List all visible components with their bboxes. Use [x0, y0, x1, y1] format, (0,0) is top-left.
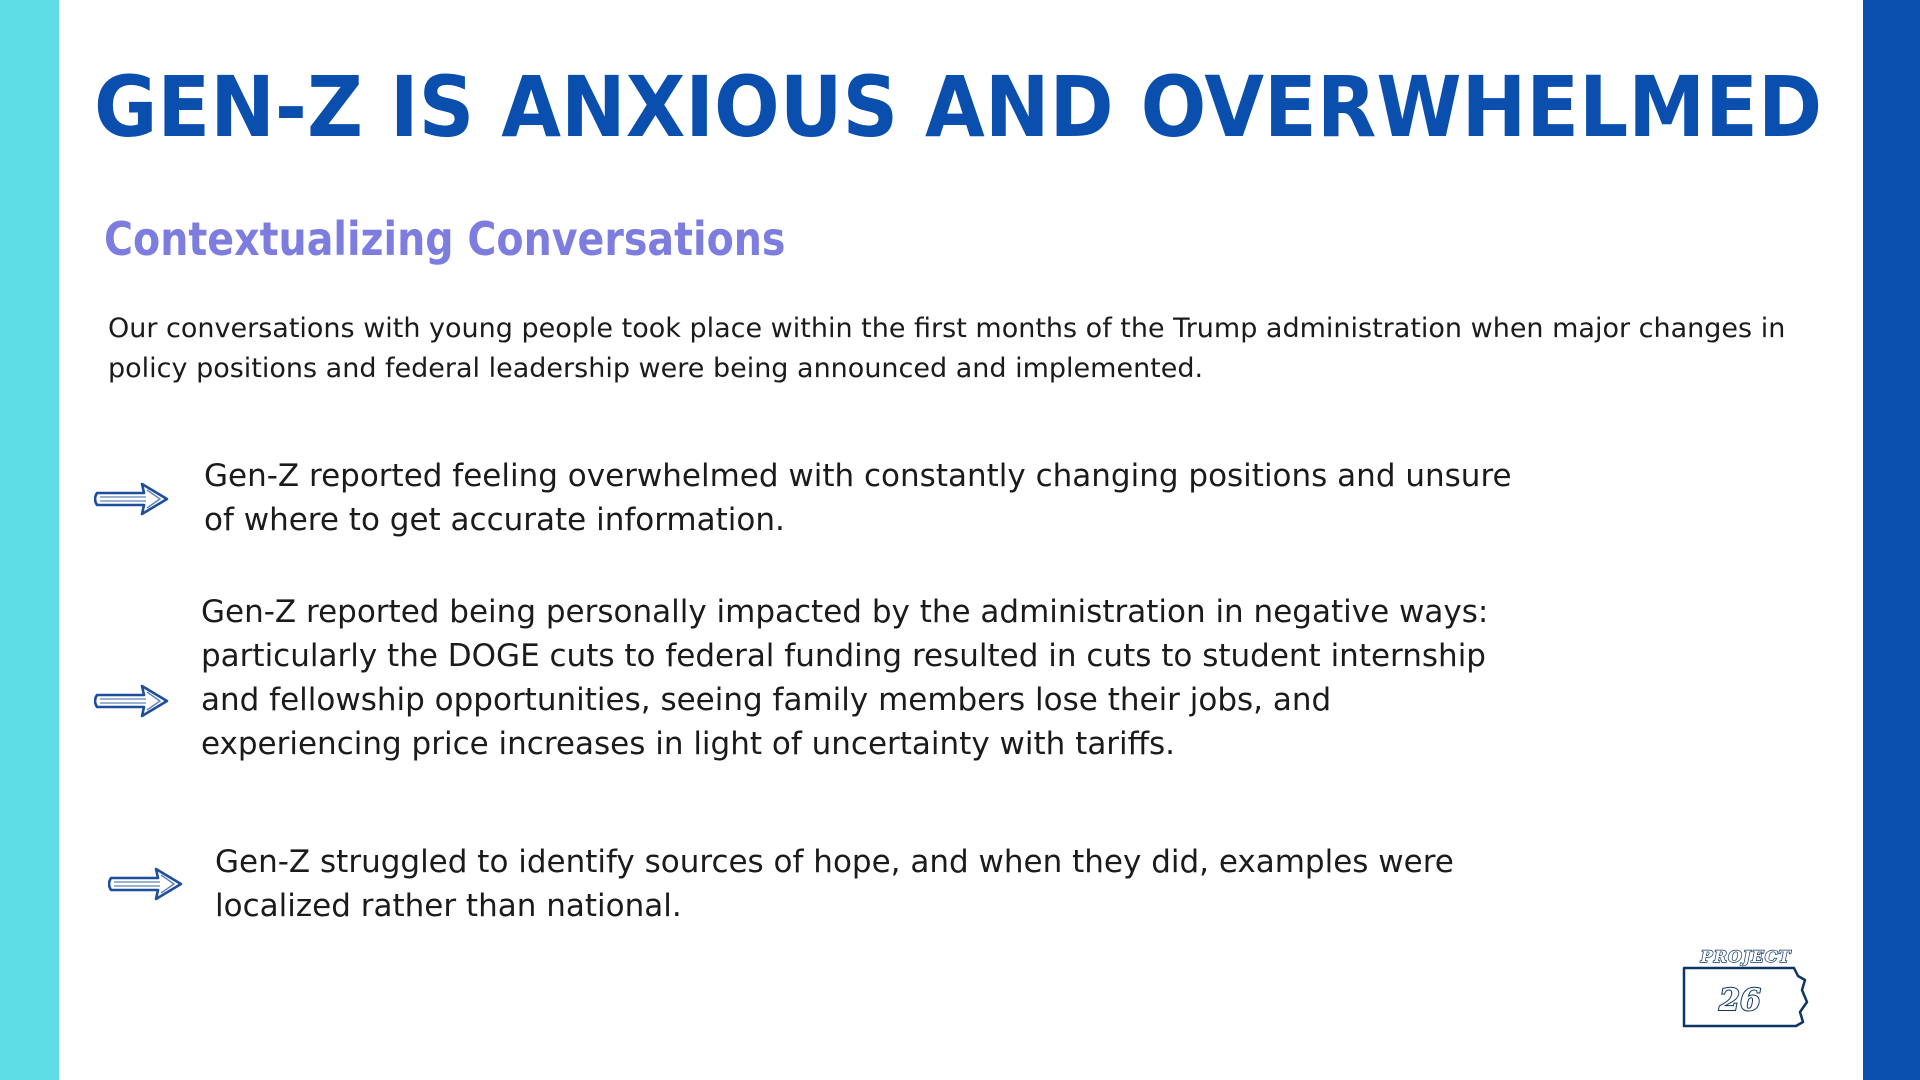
bullet-text-3: Gen-Z struggled to identify sources of hope, and when they did, examples were localized rather than national. — [215, 844, 1454, 924]
left-accent-bar — [0, 0, 59, 1080]
slide-title: GEN-Z IS ANXIOUS AND OVERWHELMED — [94, 58, 1823, 156]
project-26-logo — [1676, 946, 1816, 1046]
right-accent-bar — [1863, 0, 1920, 1080]
logo-number-text: 26 — [1719, 983, 1761, 1018]
logo-project-text: PROJECT — [1700, 947, 1792, 966]
slide-subtitle: Contextualizing Conversations — [104, 212, 786, 266]
bullet-text-1: Gen-Z reported feeling overwhelmed with constantly changing positions and unsure of where to get accurate information. — [204, 458, 1512, 538]
bullet-text-2: Gen-Z reported being personally impacted by the administration in negative ways: particularly the DOGE cuts to federal funding resulted in cuts to student internship and fellowship opportunities, seeing family members lose their jobs, and experiencing price increases in light of uncertainty with tariffs. — [201, 594, 1489, 762]
arrow-right-icon — [94, 682, 170, 720]
arrow-right-icon — [94, 480, 170, 518]
intro-paragraph: Our conversations with young people took place within the first months of the Trump administration when major changes in policy positions and federal leadership were being announced and implemented. — [108, 313, 1786, 384]
arrow-right-icon — [108, 865, 184, 903]
